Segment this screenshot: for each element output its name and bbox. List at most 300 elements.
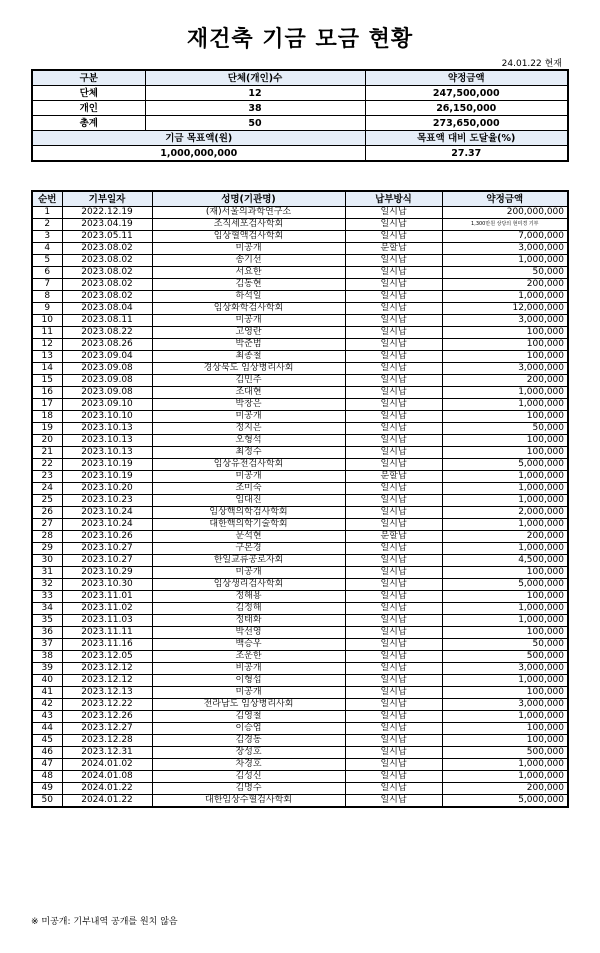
row-number: 42 bbox=[32, 699, 62, 711]
payment-method: 일시납 bbox=[345, 435, 442, 447]
table-row bbox=[32, 207, 568, 219]
header-name: 성명(기관명) bbox=[152, 191, 345, 207]
row-number: 43 bbox=[32, 711, 62, 723]
donor-name: 김정해 bbox=[152, 603, 345, 615]
table-row bbox=[32, 723, 568, 735]
row-number: 45 bbox=[32, 735, 62, 747]
donation-date: 2023.08.11 bbox=[62, 315, 152, 327]
donation-date: 2022.12.19 bbox=[62, 207, 152, 219]
donor-name: 미공개 bbox=[152, 687, 345, 699]
donor-name: 정지은 bbox=[152, 423, 345, 435]
payment-method: 일시납 bbox=[345, 711, 442, 723]
donation-date: 2023.08.04 bbox=[62, 303, 152, 315]
table-row bbox=[32, 567, 568, 579]
donation-date: 2023.10.13 bbox=[62, 447, 152, 459]
donation-date: 2023.10.10 bbox=[62, 411, 152, 423]
pledge-amount: 100,000 bbox=[442, 327, 568, 339]
summary-label: 개인 bbox=[32, 101, 145, 116]
donation-date: 2023.08.22 bbox=[62, 327, 152, 339]
payment-method: 일시납 bbox=[345, 627, 442, 639]
pledge-amount: 1,000,000 bbox=[442, 543, 568, 555]
pledge-amount: 1,000,000 bbox=[442, 759, 568, 771]
payment-method: 일시납 bbox=[345, 411, 442, 423]
payment-method: 일시납 bbox=[345, 663, 442, 675]
row-number: 27 bbox=[32, 519, 62, 531]
donor-name: 미공개 bbox=[152, 411, 345, 423]
row-number: 32 bbox=[32, 579, 62, 591]
row-number: 28 bbox=[32, 531, 62, 543]
payment-method: 일시납 bbox=[345, 651, 442, 663]
summary-header-count: 단체(개인)수 bbox=[145, 70, 365, 86]
header-no: 순번 bbox=[32, 191, 62, 207]
table-row bbox=[32, 759, 568, 771]
pledge-amount: 5,000,000 bbox=[442, 579, 568, 591]
payment-method: 일시납 bbox=[345, 771, 442, 783]
donation-date: 2024.01.22 bbox=[62, 795, 152, 808]
donor-name: 이승엽 bbox=[152, 723, 345, 735]
pledge-amount: 1,000,000 bbox=[442, 399, 568, 411]
table-row bbox=[32, 531, 568, 543]
donor-name: 미공개 bbox=[152, 567, 345, 579]
row-number: 30 bbox=[32, 555, 62, 567]
pledge-amount: 3,000,000 bbox=[442, 363, 568, 375]
donation-date: 2023.12.31 bbox=[62, 747, 152, 759]
table-row bbox=[32, 303, 568, 315]
table-row bbox=[32, 639, 568, 651]
donation-date: 2023.12.12 bbox=[62, 663, 152, 675]
donor-name: 임상혈액검사학회 bbox=[152, 231, 345, 243]
summary-header-row bbox=[32, 70, 568, 86]
donation-date: 2023.10.24 bbox=[62, 519, 152, 531]
donor-name: 김경동 bbox=[152, 735, 345, 747]
donation-date: 2023.10.29 bbox=[62, 567, 152, 579]
pledge-amount: 1,000,000 bbox=[442, 471, 568, 483]
row-number: 22 bbox=[32, 459, 62, 471]
donation-date: 2023.10.13 bbox=[62, 435, 152, 447]
payment-method: 일시납 bbox=[345, 567, 442, 579]
payment-method: 분할납 bbox=[345, 243, 442, 255]
table-row bbox=[32, 255, 568, 267]
payment-method: 일시납 bbox=[345, 579, 442, 591]
row-number: 29 bbox=[32, 543, 62, 555]
payment-method: 일시납 bbox=[345, 759, 442, 771]
donation-date: 2023.08.02 bbox=[62, 279, 152, 291]
payment-method: 일시납 bbox=[345, 351, 442, 363]
donor-name: 비공개 bbox=[152, 663, 345, 675]
table-row bbox=[32, 543, 568, 555]
donor-name: 백승우 bbox=[152, 639, 345, 651]
table-row bbox=[32, 795, 568, 808]
donation-date: 2023.11.02 bbox=[62, 603, 152, 615]
payment-method: 일시납 bbox=[345, 783, 442, 795]
table-row bbox=[32, 663, 568, 675]
summary-header-category: 구분 bbox=[32, 70, 145, 86]
pledge-amount: 1,000,000 bbox=[442, 495, 568, 507]
row-number: 24 bbox=[32, 483, 62, 495]
payment-method: 일시납 bbox=[345, 555, 442, 567]
pledge-amount: 100,000 bbox=[442, 591, 568, 603]
donation-date: 2023.10.19 bbox=[62, 459, 152, 471]
table-row bbox=[32, 351, 568, 363]
donation-date: 2023.12.26 bbox=[62, 711, 152, 723]
table-row bbox=[32, 447, 568, 459]
table-row bbox=[32, 315, 568, 327]
summary-row-group bbox=[32, 86, 568, 101]
pledge-amount: 3,000,000 bbox=[442, 243, 568, 255]
row-number: 33 bbox=[32, 591, 62, 603]
donor-header-row bbox=[32, 191, 568, 207]
table-row bbox=[32, 231, 568, 243]
table-row bbox=[32, 399, 568, 411]
payment-method: 일시납 bbox=[345, 507, 442, 519]
payment-method: 일시납 bbox=[345, 675, 442, 687]
pledge-amount: 1,000,000 bbox=[442, 603, 568, 615]
donation-date: 2023.08.02 bbox=[62, 291, 152, 303]
pledge-amount: 100,000 bbox=[442, 567, 568, 579]
payment-method: 일시납 bbox=[345, 291, 442, 303]
row-number: 6 bbox=[32, 267, 62, 279]
row-number: 2 bbox=[32, 219, 62, 231]
pledge-amount: 3,000,000 bbox=[442, 315, 568, 327]
pledge-amount: 1,000,000 bbox=[442, 519, 568, 531]
table-row bbox=[32, 579, 568, 591]
pledge-amount: 1,000,000 bbox=[442, 615, 568, 627]
payment-method: 일시납 bbox=[345, 615, 442, 627]
donation-date: 2023.10.24 bbox=[62, 507, 152, 519]
row-number: 36 bbox=[32, 627, 62, 639]
donor-name: 이형섭 bbox=[152, 675, 345, 687]
payment-method: 일시납 bbox=[345, 591, 442, 603]
donation-date: 2023.11.11 bbox=[62, 627, 152, 639]
pledge-amount: 100,000 bbox=[442, 447, 568, 459]
pledge-amount: 1,000,000 bbox=[442, 711, 568, 723]
payment-method: 일시납 bbox=[345, 327, 442, 339]
table-row bbox=[32, 483, 568, 495]
donor-name: 김영철 bbox=[152, 711, 345, 723]
donation-date: 2023.08.26 bbox=[62, 339, 152, 351]
row-number: 14 bbox=[32, 363, 62, 375]
table-row bbox=[32, 363, 568, 375]
pledge-amount: 1,000,000 bbox=[442, 675, 568, 687]
donation-date: 2023.09.08 bbox=[62, 363, 152, 375]
footnote: ※ 미공개: 기부내역 공개를 원치 않음 bbox=[31, 917, 178, 927]
pledge-amount: 4,500,000 bbox=[442, 555, 568, 567]
donor-name: 김민주 bbox=[152, 375, 345, 387]
table-row bbox=[32, 375, 568, 387]
payment-method: 일시납 bbox=[345, 255, 442, 267]
donor-name: 경상북도 임상병리사회 bbox=[152, 363, 345, 375]
row-number: 18 bbox=[32, 411, 62, 423]
summary-header-amount: 약정금액 bbox=[365, 70, 568, 86]
summary-row-individual bbox=[32, 101, 568, 116]
payment-method: 일시납 bbox=[345, 495, 442, 507]
row-number: 23 bbox=[32, 471, 62, 483]
donor-name: 임상핵의학검사학회 bbox=[152, 507, 345, 519]
goal-value-row bbox=[32, 146, 568, 162]
pledge-amount: 3,000,000 bbox=[442, 663, 568, 675]
payment-method: 일시납 bbox=[345, 735, 442, 747]
pledge-amount: 1,000,000 bbox=[442, 255, 568, 267]
summary-count: 12 bbox=[145, 86, 365, 101]
donor-name: 임상화학검사학회 bbox=[152, 303, 345, 315]
row-number: 4 bbox=[32, 243, 62, 255]
donation-date: 2023.10.27 bbox=[62, 543, 152, 555]
payment-method: 일시납 bbox=[345, 699, 442, 711]
pledge-amount: 1,000,000 bbox=[442, 387, 568, 399]
goal-value: 1,000,000,000 bbox=[32, 146, 365, 162]
donation-date: 2023.10.30 bbox=[62, 579, 152, 591]
row-number: 5 bbox=[32, 255, 62, 267]
donation-date: 2024.01.22 bbox=[62, 783, 152, 795]
donor-name: 한일교류공로자회 bbox=[152, 555, 345, 567]
donor-name: 대한임상수혈검사학회 bbox=[152, 795, 345, 808]
donor-name: 최정수 bbox=[152, 447, 345, 459]
pledge-amount: 50,000 bbox=[442, 423, 568, 435]
summary-count: 38 bbox=[145, 101, 365, 116]
donor-name: 김성신 bbox=[152, 771, 345, 783]
donor-name: 차경호 bbox=[152, 759, 345, 771]
payment-method: 일시납 bbox=[345, 267, 442, 279]
pledge-amount: 50,000 bbox=[442, 267, 568, 279]
row-number: 37 bbox=[32, 639, 62, 651]
table-row bbox=[32, 291, 568, 303]
row-number: 12 bbox=[32, 339, 62, 351]
donation-date: 2023.10.27 bbox=[62, 555, 152, 567]
donation-date: 2023.08.02 bbox=[62, 243, 152, 255]
table-row bbox=[32, 507, 568, 519]
goal-header: 기금 목표액(원) bbox=[32, 131, 365, 146]
donor-name: 조미숙 bbox=[152, 483, 345, 495]
donation-date: 2023.12.13 bbox=[62, 687, 152, 699]
row-number: 39 bbox=[32, 663, 62, 675]
row-number: 44 bbox=[32, 723, 62, 735]
pledge-amount: 3,000,000 bbox=[442, 699, 568, 711]
row-number: 1 bbox=[32, 207, 62, 219]
row-number: 31 bbox=[32, 567, 62, 579]
row-number: 13 bbox=[32, 351, 62, 363]
row-number: 49 bbox=[32, 783, 62, 795]
payment-method: 일시납 bbox=[345, 231, 442, 243]
pledge-amount: 100,000 bbox=[442, 723, 568, 735]
payment-method: 일시납 bbox=[345, 747, 442, 759]
row-number: 25 bbox=[32, 495, 62, 507]
payment-method: 분할납 bbox=[345, 531, 442, 543]
pledge-amount: 100,000 bbox=[442, 687, 568, 699]
table-row bbox=[32, 267, 568, 279]
donation-date: 2023.09.08 bbox=[62, 375, 152, 387]
donation-date: 2024.01.02 bbox=[62, 759, 152, 771]
pledge-amount: 200,000,000 bbox=[442, 207, 568, 219]
table-row bbox=[32, 699, 568, 711]
donor-name: 박선영 bbox=[152, 627, 345, 639]
row-number: 50 bbox=[32, 795, 62, 808]
table-row bbox=[32, 603, 568, 615]
donation-date: 2023.08.02 bbox=[62, 255, 152, 267]
rate-value: 27.37 bbox=[365, 146, 568, 162]
donor-name: 미공개 bbox=[152, 315, 345, 327]
table-row bbox=[32, 735, 568, 747]
summary-row-total bbox=[32, 116, 568, 131]
table-row bbox=[32, 711, 568, 723]
donor-name: 전라남도 임상병리사회 bbox=[152, 699, 345, 711]
payment-method: 일시납 bbox=[345, 303, 442, 315]
pledge-amount: 7,000,000 bbox=[442, 231, 568, 243]
donor-name: (재)서울의과학연구소 bbox=[152, 207, 345, 219]
row-number: 17 bbox=[32, 399, 62, 411]
row-number: 7 bbox=[32, 279, 62, 291]
pledge-amount: 100,000 bbox=[442, 627, 568, 639]
payment-method: 분할납 bbox=[345, 471, 442, 483]
table-row bbox=[32, 555, 568, 567]
table-row bbox=[32, 651, 568, 663]
donation-date: 2023.09.10 bbox=[62, 399, 152, 411]
donor-name: 장성호 bbox=[152, 747, 345, 759]
donation-date: 2023.10.19 bbox=[62, 471, 152, 483]
donor-name: 임상유전검사학회 bbox=[152, 459, 345, 471]
donation-date: 2023.10.23 bbox=[62, 495, 152, 507]
payment-method: 일시납 bbox=[345, 603, 442, 615]
table-row bbox=[32, 243, 568, 255]
row-number: 21 bbox=[32, 447, 62, 459]
payment-method: 일시납 bbox=[345, 399, 442, 411]
donation-date: 2023.12.12 bbox=[62, 675, 152, 687]
summary-table bbox=[31, 69, 569, 162]
payment-method: 일시납 bbox=[345, 687, 442, 699]
donation-date: 2023.05.11 bbox=[62, 231, 152, 243]
payment-method: 일시납 bbox=[345, 483, 442, 495]
table-row bbox=[32, 687, 568, 699]
pledge-amount: 50,000 bbox=[442, 639, 568, 651]
donor-name: 정해용 bbox=[152, 591, 345, 603]
table-row bbox=[32, 423, 568, 435]
row-number: 15 bbox=[32, 375, 62, 387]
table-row bbox=[32, 471, 568, 483]
donor-name: 정태화 bbox=[152, 615, 345, 627]
pledge-amount: 5,000,000 bbox=[442, 459, 568, 471]
row-number: 8 bbox=[32, 291, 62, 303]
donation-date: 2023.10.13 bbox=[62, 423, 152, 435]
pledge-amount: 1,000,000 bbox=[442, 291, 568, 303]
table-row bbox=[32, 279, 568, 291]
row-number: 46 bbox=[32, 747, 62, 759]
table-row bbox=[32, 675, 568, 687]
row-number: 20 bbox=[32, 435, 62, 447]
pledge-amount: 100,000 bbox=[442, 435, 568, 447]
donor-name: 최종철 bbox=[152, 351, 345, 363]
table-row bbox=[32, 219, 568, 231]
donor-name: 고영란 bbox=[152, 327, 345, 339]
payment-method: 일시납 bbox=[345, 207, 442, 219]
row-number: 35 bbox=[32, 615, 62, 627]
summary-amount: 247,500,000 bbox=[365, 86, 568, 101]
donation-date: 2024.01.08 bbox=[62, 771, 152, 783]
donation-date: 2023.11.01 bbox=[62, 591, 152, 603]
donor-name: 김동현 bbox=[152, 279, 345, 291]
pledge-amount: 12,000,000 bbox=[442, 303, 568, 315]
table-row bbox=[32, 591, 568, 603]
row-number: 3 bbox=[32, 231, 62, 243]
header-method: 납부방식 bbox=[345, 191, 442, 207]
table-row bbox=[32, 771, 568, 783]
row-number: 9 bbox=[32, 303, 62, 315]
header-date: 기부일자 bbox=[62, 191, 152, 207]
table-row bbox=[32, 627, 568, 639]
table-row bbox=[32, 519, 568, 531]
table-row bbox=[32, 387, 568, 399]
donation-date: 2023.12.28 bbox=[62, 735, 152, 747]
donor-table-body bbox=[32, 207, 568, 808]
table-row bbox=[32, 747, 568, 759]
summary-amount: 26,150,000 bbox=[365, 101, 568, 116]
goal-header-row bbox=[32, 131, 568, 146]
payment-method: 일시납 bbox=[345, 363, 442, 375]
row-number: 10 bbox=[32, 315, 62, 327]
row-number: 48 bbox=[32, 771, 62, 783]
donor-name: 박준범 bbox=[152, 339, 345, 351]
payment-method: 일시납 bbox=[345, 543, 442, 555]
payment-method: 일시납 bbox=[345, 447, 442, 459]
donor-name: 조직세포검사학회 bbox=[152, 219, 345, 231]
table-row bbox=[32, 435, 568, 447]
payment-method: 일시납 bbox=[345, 315, 442, 327]
donor-name: 조운한 bbox=[152, 651, 345, 663]
payment-method: 일시납 bbox=[345, 639, 442, 651]
donation-date: 2023.08.02 bbox=[62, 267, 152, 279]
payment-method: 일시납 bbox=[345, 423, 442, 435]
table-row bbox=[32, 339, 568, 351]
donation-date: 2023.10.26 bbox=[62, 531, 152, 543]
row-number: 38 bbox=[32, 651, 62, 663]
pledge-amount: 2,000,000 bbox=[442, 507, 568, 519]
donation-date: 2023.12.27 bbox=[62, 723, 152, 735]
page-title: 재건축 기금 모금 현황 bbox=[186, 27, 414, 52]
row-number: 47 bbox=[32, 759, 62, 771]
payment-method: 일시납 bbox=[345, 723, 442, 735]
row-number: 41 bbox=[32, 687, 62, 699]
table-row bbox=[32, 459, 568, 471]
donation-date: 2023.12.22 bbox=[62, 699, 152, 711]
pledge-amount: 200,000 bbox=[442, 279, 568, 291]
payment-method: 일시납 bbox=[345, 219, 442, 231]
payment-method: 일시납 bbox=[345, 339, 442, 351]
pledge-amount: 500,000 bbox=[442, 651, 568, 663]
row-number: 26 bbox=[32, 507, 62, 519]
donor-table bbox=[31, 190, 569, 808]
payment-method: 일시납 bbox=[345, 375, 442, 387]
donor-name: 김명수 bbox=[152, 783, 345, 795]
rate-header: 목표액 대비 도달율(%) bbox=[365, 131, 568, 146]
pledge-amount: 100,000 bbox=[442, 411, 568, 423]
donation-date: 2023.10.20 bbox=[62, 483, 152, 495]
pledge-amount: 500,000 bbox=[442, 747, 568, 759]
donor-name: 서요한 bbox=[152, 267, 345, 279]
row-number: 40 bbox=[32, 675, 62, 687]
table-row bbox=[32, 495, 568, 507]
table-row bbox=[32, 327, 568, 339]
donor-name: 오형석 bbox=[152, 435, 345, 447]
table-row bbox=[32, 411, 568, 423]
donation-date: 2023.11.16 bbox=[62, 639, 152, 651]
row-number: 34 bbox=[32, 603, 62, 615]
pledge-amount: 100,000 bbox=[442, 735, 568, 747]
pledge-amount: 200,000 bbox=[442, 531, 568, 543]
header-amount: 약정금액 bbox=[442, 191, 568, 207]
donor-name: 미공개 bbox=[152, 471, 345, 483]
donor-name: 미공개 bbox=[152, 243, 345, 255]
pledge-amount: 200,000 bbox=[442, 375, 568, 387]
summary-amount: 273,650,000 bbox=[365, 116, 568, 131]
donation-date: 2023.09.08 bbox=[62, 387, 152, 399]
